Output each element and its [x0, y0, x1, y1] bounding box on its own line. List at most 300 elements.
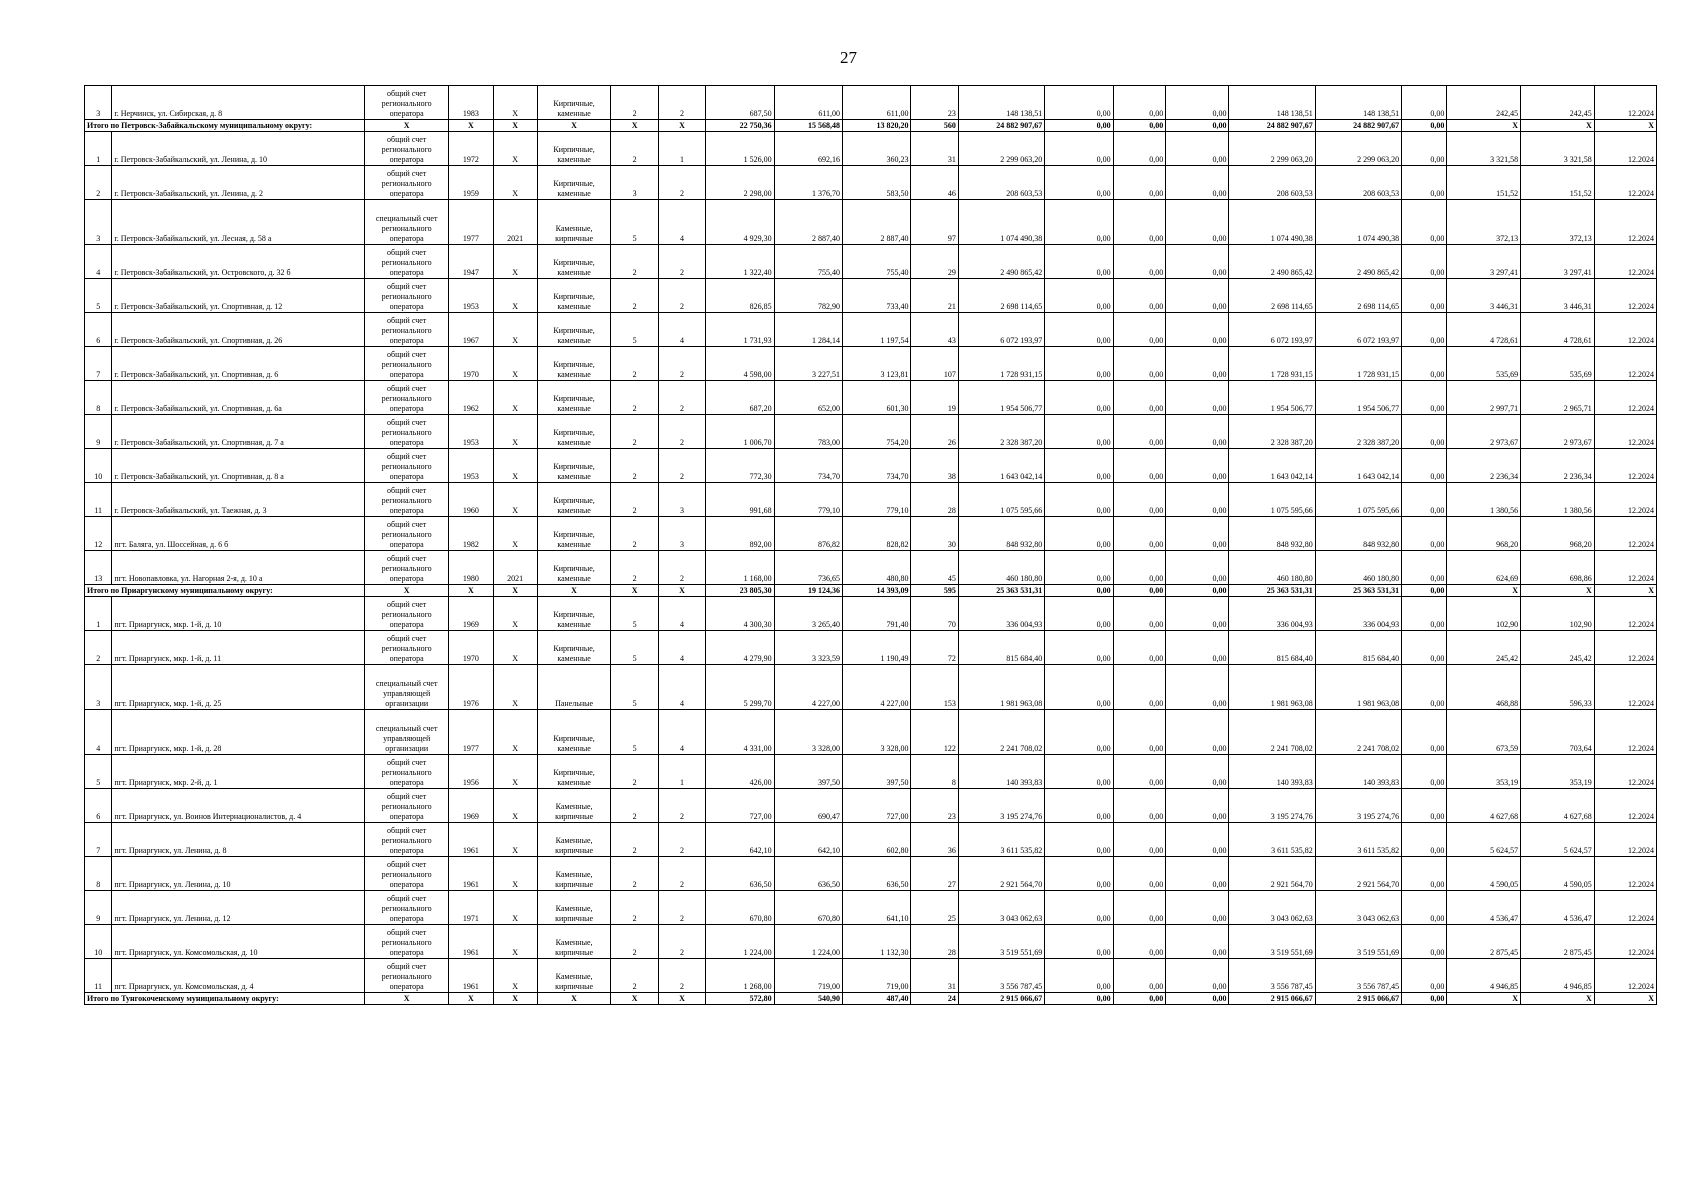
entrances-count: 4	[658, 313, 705, 347]
cost-estimate: 848 932,80	[1315, 517, 1401, 551]
total-cost: 2 299 063,20	[958, 132, 1044, 166]
fund-account-type: специальный счет регионального оператора	[365, 200, 449, 245]
federal-funds: 0,00	[1045, 483, 1113, 517]
wall-material: Кирпичные, каменные	[537, 313, 611, 347]
district-total-label: Итого по Приаргунскому муниципальному округу:	[85, 585, 365, 597]
total-cost: 3 043 062,63	[958, 891, 1044, 925]
house-address: пгт. Приаргунск, ул. Комсомольская, д. 4	[112, 959, 365, 993]
other-funds: 0,00	[1402, 132, 1447, 166]
owners-funds: 815 684,40	[1229, 631, 1315, 665]
regional-funds: 0,00	[1113, 665, 1166, 710]
fund-account-type: общий счет регионального оператора	[365, 551, 449, 585]
total-area: 4 300,30	[706, 597, 774, 631]
other-funds: 0,00	[1402, 120, 1447, 132]
federal-funds: 0,00	[1045, 347, 1113, 381]
unit-cost: 2 997,71	[1447, 381, 1521, 415]
owners-funds: 2 328 387,20	[1229, 415, 1315, 449]
row-number: 5	[85, 755, 112, 789]
fund-account-type: общий счет регионального оператора	[365, 245, 449, 279]
total-area: 426,00	[706, 755, 774, 789]
wall-material: Каменные, кирпичные	[537, 823, 611, 857]
residential-area: 2 887,40	[774, 200, 842, 245]
federal-funds: 0,00	[1045, 789, 1113, 823]
max-unit-cost: 703,64	[1521, 710, 1595, 755]
regional-funds: 0,00	[1113, 347, 1166, 381]
wall-material: Каменные, кирпичные	[537, 959, 611, 993]
residents-count: 8	[911, 755, 958, 789]
owners-area: 397,50	[843, 755, 911, 789]
federal-funds: 0,00	[1045, 381, 1113, 415]
cost-estimate: 1 728 931,15	[1315, 347, 1401, 381]
floors-count: 2	[611, 279, 658, 313]
residents-count: 23	[911, 789, 958, 823]
fund-account-type: общий счет регионального оператора	[365, 597, 449, 631]
residential-area: 3 328,00	[774, 710, 842, 755]
regional-funds: 0,00	[1113, 313, 1166, 347]
house-address: г. Петровск-Забайкальский, ул. Спортивная, д. 12	[112, 279, 365, 313]
other-funds: 0,00	[1402, 710, 1447, 755]
house-address: пгт. Приаргунск, ул. Ленина, д. 12	[112, 891, 365, 925]
residents-count: 24	[911, 993, 958, 1005]
unit-cost: 353,19	[1447, 755, 1521, 789]
residents-count: 36	[911, 823, 958, 857]
house-address: г. Петровск-Забайкальский, ул. Спортивная, д. 26	[112, 313, 365, 347]
last-repair-year: X	[493, 755, 537, 789]
max-unit-cost: 151,52	[1521, 166, 1595, 200]
fund-account-type: общий счет регионального оператора	[365, 891, 449, 925]
local-funds: 0,00	[1166, 347, 1229, 381]
total-cost: 6 072 193,97	[958, 313, 1044, 347]
federal-funds: 0,00	[1045, 755, 1113, 789]
cost-estimate: 1 981 963,08	[1315, 665, 1401, 710]
wall-material: Кирпичные, каменные	[537, 347, 611, 381]
regional-funds: 0,00	[1113, 551, 1166, 585]
commissioning-year: 1982	[449, 517, 493, 551]
last-repair-year: X	[493, 857, 537, 891]
max-unit-cost: X	[1521, 585, 1595, 597]
fund-account-type: специальный счет управляющей организации	[365, 710, 449, 755]
table-row	[85, 597, 1657, 631]
district-total-label: Итого по Тунгокоченскому муниципальному округу:	[85, 993, 365, 1005]
completion-date: X	[1594, 993, 1656, 1005]
row-number: 6	[85, 789, 112, 823]
completion-date: X	[1594, 120, 1656, 132]
cost-estimate: 3 043 062,63	[1315, 891, 1401, 925]
table-row	[85, 823, 1657, 857]
total-area: 572,80	[706, 993, 774, 1005]
max-unit-cost: 3 446,31	[1521, 279, 1595, 313]
house-address: пгт. Приаргунск, мкр. 1-й, д. 11	[112, 631, 365, 665]
entrances-count: 2	[658, 857, 705, 891]
table-row	[85, 925, 1657, 959]
max-unit-cost: X	[1521, 120, 1595, 132]
commissioning-year: X	[449, 120, 493, 132]
federal-funds: 0,00	[1045, 200, 1113, 245]
completion-date: 12.2024	[1594, 200, 1656, 245]
wall-material: Кирпичные, каменные	[537, 279, 611, 313]
house-address: пгт. Приаргунск, ул. Ленина, д. 8	[112, 823, 365, 857]
district-total-row	[85, 993, 1657, 1005]
house-address: пгт. Приаргунск, ул. Воинов Интернационалистов, д. 4	[112, 789, 365, 823]
last-repair-year: X	[493, 245, 537, 279]
last-repair-year: X	[493, 959, 537, 993]
residential-area: 876,82	[774, 517, 842, 551]
owners-funds: 148 138,51	[1229, 86, 1315, 120]
residents-count: 31	[911, 959, 958, 993]
unit-cost: 245,42	[1447, 631, 1521, 665]
completion-date: 12.2024	[1594, 959, 1656, 993]
local-funds: 0,00	[1166, 313, 1229, 347]
cost-estimate: 140 393,83	[1315, 755, 1401, 789]
commissioning-year: 1977	[449, 200, 493, 245]
unit-cost: 468,88	[1447, 665, 1521, 710]
house-address: г. Петровск-Забайкальский, ул. Таежная, д. 3	[112, 483, 365, 517]
owners-funds: 2 490 865,42	[1229, 245, 1315, 279]
completion-date: 12.2024	[1594, 551, 1656, 585]
cost-estimate: 2 921 564,70	[1315, 857, 1401, 891]
floors-count: X	[611, 585, 658, 597]
cost-estimate: 815 684,40	[1315, 631, 1401, 665]
completion-date: 12.2024	[1594, 449, 1656, 483]
floors-count: 2	[611, 891, 658, 925]
owners-area: 641,10	[843, 891, 911, 925]
local-funds: 0,00	[1166, 665, 1229, 710]
total-area: 892,00	[706, 517, 774, 551]
federal-funds: 0,00	[1045, 665, 1113, 710]
owners-funds: 25 363 531,31	[1229, 585, 1315, 597]
unit-cost: 4 590,05	[1447, 857, 1521, 891]
completion-date: 12.2024	[1594, 891, 1656, 925]
fund-account-type: общий счет регионального оператора	[365, 755, 449, 789]
completion-date: 12.2024	[1594, 347, 1656, 381]
floors-count: 2	[611, 347, 658, 381]
max-unit-cost: 4 728,61	[1521, 313, 1595, 347]
residential-area: 734,70	[774, 449, 842, 483]
last-repair-year: X	[493, 789, 537, 823]
row-number: 3	[85, 86, 112, 120]
other-funds: 0,00	[1402, 347, 1447, 381]
commissioning-year: 1960	[449, 483, 493, 517]
residents-count: 72	[911, 631, 958, 665]
federal-funds: 0,00	[1045, 823, 1113, 857]
residents-count: 46	[911, 166, 958, 200]
wall-material: Кирпичные, каменные	[537, 551, 611, 585]
local-funds: 0,00	[1166, 517, 1229, 551]
unit-cost: 4 627,68	[1447, 789, 1521, 823]
fund-account-type: общий счет регионального оператора	[365, 449, 449, 483]
row-number: 1	[85, 132, 112, 166]
owners-funds: 848 932,80	[1229, 517, 1315, 551]
table-body	[85, 86, 1657, 1005]
house-address: г. Петровск-Забайкальский, ул. Ленина, д. 2	[112, 166, 365, 200]
completion-date: 12.2024	[1594, 857, 1656, 891]
local-funds: 0,00	[1166, 823, 1229, 857]
completion-date: 12.2024	[1594, 279, 1656, 313]
other-funds: 0,00	[1402, 891, 1447, 925]
residents-count: 45	[911, 551, 958, 585]
fund-account-type: общий счет регионального оператора	[365, 166, 449, 200]
local-funds: 0,00	[1166, 245, 1229, 279]
floors-count: 2	[611, 789, 658, 823]
local-funds: 0,00	[1166, 959, 1229, 993]
fund-account-type: общий счет регионального оператора	[365, 631, 449, 665]
local-funds: 0,00	[1166, 381, 1229, 415]
cost-estimate: 1 643 042,14	[1315, 449, 1401, 483]
row-number: 8	[85, 381, 112, 415]
unit-cost: 968,20	[1447, 517, 1521, 551]
row-number: 9	[85, 415, 112, 449]
last-repair-year: X	[493, 279, 537, 313]
entrances-count: 4	[658, 665, 705, 710]
owners-area: 719,00	[843, 959, 911, 993]
last-repair-year: X	[493, 925, 537, 959]
regional-funds: 0,00	[1113, 631, 1166, 665]
regional-funds: 0,00	[1113, 120, 1166, 132]
last-repair-year: 2021	[493, 551, 537, 585]
total-area: 1 526,00	[706, 132, 774, 166]
unit-cost: 4 946,85	[1447, 959, 1521, 993]
local-funds: 0,00	[1166, 597, 1229, 631]
completion-date: 12.2024	[1594, 415, 1656, 449]
other-funds: 0,00	[1402, 597, 1447, 631]
federal-funds: 0,00	[1045, 597, 1113, 631]
residents-count: 30	[911, 517, 958, 551]
owners-funds: 24 882 907,67	[1229, 120, 1315, 132]
table-row	[85, 200, 1657, 245]
max-unit-cost: 2 973,67	[1521, 415, 1595, 449]
residential-area: 692,16	[774, 132, 842, 166]
owners-area: 1 197,54	[843, 313, 911, 347]
max-unit-cost: 968,20	[1521, 517, 1595, 551]
residential-area: 783,00	[774, 415, 842, 449]
residential-area: 3 227,51	[774, 347, 842, 381]
federal-funds: 0,00	[1045, 313, 1113, 347]
regional-funds: 0,00	[1113, 245, 1166, 279]
cost-estimate: 2 241 708,02	[1315, 710, 1401, 755]
total-area: 772,30	[706, 449, 774, 483]
total-cost: 140 393,83	[958, 755, 1044, 789]
entrances-count: 4	[658, 631, 705, 665]
total-area: 826,85	[706, 279, 774, 313]
max-unit-cost: 596,33	[1521, 665, 1595, 710]
total-area: 1 224,00	[706, 925, 774, 959]
other-funds: 0,00	[1402, 551, 1447, 585]
unit-cost: 102,90	[1447, 597, 1521, 631]
owners-area: 13 820,20	[843, 120, 911, 132]
commissioning-year: 1953	[449, 415, 493, 449]
max-unit-cost: X	[1521, 993, 1595, 1005]
total-area: 5 299,70	[706, 665, 774, 710]
fund-account-type: общий счет регионального оператора	[365, 132, 449, 166]
residential-area: 1 224,00	[774, 925, 842, 959]
other-funds: 0,00	[1402, 857, 1447, 891]
entrances-count: 2	[658, 245, 705, 279]
row-number: 7	[85, 823, 112, 857]
floors-count: 2	[611, 857, 658, 891]
total-area: 4 598,00	[706, 347, 774, 381]
owners-area: 2 887,40	[843, 200, 911, 245]
max-unit-cost: 245,42	[1521, 631, 1595, 665]
completion-date: 12.2024	[1594, 381, 1656, 415]
commissioning-year: 1953	[449, 449, 493, 483]
owners-area: 828,82	[843, 517, 911, 551]
house-address: г. Петровск-Забайкальский, ул. Островского, д. 32 б	[112, 245, 365, 279]
residents-count: 43	[911, 313, 958, 347]
wall-material: X	[537, 120, 611, 132]
regional-funds: 0,00	[1113, 86, 1166, 120]
entrances-count: 3	[658, 517, 705, 551]
federal-funds: 0,00	[1045, 120, 1113, 132]
residential-area: 636,50	[774, 857, 842, 891]
federal-funds: 0,00	[1045, 132, 1113, 166]
local-funds: 0,00	[1166, 891, 1229, 925]
wall-material: Кирпичные, каменные	[537, 755, 611, 789]
unit-cost: 2 875,45	[1447, 925, 1521, 959]
total-cost: 1 728 931,15	[958, 347, 1044, 381]
cost-estimate: 24 882 907,67	[1315, 120, 1401, 132]
last-repair-year: 2021	[493, 200, 537, 245]
floors-count: 5	[611, 710, 658, 755]
owners-funds: 3 611 535,82	[1229, 823, 1315, 857]
last-repair-year: X	[493, 710, 537, 755]
house-address: г. Петровск-Забайкальский, ул. Спортивная, д. 7 а	[112, 415, 365, 449]
local-funds: 0,00	[1166, 993, 1229, 1005]
house-address: г. Нерчинск, ул. Сибирская, д. 8	[112, 86, 365, 120]
regional-funds: 0,00	[1113, 132, 1166, 166]
row-number: 13	[85, 551, 112, 585]
row-number: 2	[85, 631, 112, 665]
house-address: пгт. Приаргунск, ул. Ленина, д. 10	[112, 857, 365, 891]
wall-material: Кирпичные, каменные	[537, 517, 611, 551]
wall-material: X	[537, 993, 611, 1005]
cost-estimate: 2 490 865,42	[1315, 245, 1401, 279]
max-unit-cost: 4 536,47	[1521, 891, 1595, 925]
table-row	[85, 313, 1657, 347]
total-cost: 25 363 531,31	[958, 585, 1044, 597]
row-number: 1	[85, 597, 112, 631]
commissioning-year: 1972	[449, 132, 493, 166]
total-area: 636,50	[706, 857, 774, 891]
table-row	[85, 415, 1657, 449]
total-area: 642,10	[706, 823, 774, 857]
other-funds: 0,00	[1402, 166, 1447, 200]
max-unit-cost: 1 380,56	[1521, 483, 1595, 517]
local-funds: 0,00	[1166, 631, 1229, 665]
fund-account-type: общий счет регионального оператора	[365, 857, 449, 891]
residents-count: 70	[911, 597, 958, 631]
unit-cost: 3 446,31	[1447, 279, 1521, 313]
floors-count: 2	[611, 517, 658, 551]
residents-count: 97	[911, 200, 958, 245]
row-number: 12	[85, 517, 112, 551]
floors-count: X	[611, 993, 658, 1005]
owners-funds: 2 915 066,67	[1229, 993, 1315, 1005]
entrances-count: 2	[658, 925, 705, 959]
owners-funds: 6 072 193,97	[1229, 313, 1315, 347]
floors-count: 5	[611, 597, 658, 631]
completion-date: 12.2024	[1594, 631, 1656, 665]
table-row	[85, 279, 1657, 313]
owners-funds: 2 299 063,20	[1229, 132, 1315, 166]
residential-area: 782,90	[774, 279, 842, 313]
local-funds: 0,00	[1166, 200, 1229, 245]
floors-count: 2	[611, 823, 658, 857]
residential-area: 3 323,59	[774, 631, 842, 665]
unit-cost: 1 380,56	[1447, 483, 1521, 517]
total-area: 22 750,36	[706, 120, 774, 132]
local-funds: 0,00	[1166, 483, 1229, 517]
residential-area: 690,47	[774, 789, 842, 823]
row-number: 10	[85, 449, 112, 483]
local-funds: 0,00	[1166, 789, 1229, 823]
residential-area: 540,90	[774, 993, 842, 1005]
residents-count: 19	[911, 381, 958, 415]
floors-count: 2	[611, 959, 658, 993]
fund-account-type: общий счет регионального оператора	[365, 381, 449, 415]
completion-date: 12.2024	[1594, 710, 1656, 755]
unit-cost: 624,69	[1447, 551, 1521, 585]
residential-area: 642,10	[774, 823, 842, 857]
max-unit-cost: 353,19	[1521, 755, 1595, 789]
max-unit-cost: 4 946,85	[1521, 959, 1595, 993]
other-funds: 0,00	[1402, 415, 1447, 449]
last-repair-year: X	[493, 483, 537, 517]
cost-estimate: 1 075 595,66	[1315, 483, 1401, 517]
residents-count: 27	[911, 857, 958, 891]
entrances-count: X	[658, 585, 705, 597]
table-row	[85, 449, 1657, 483]
table-row	[85, 710, 1657, 755]
residents-count: 28	[911, 483, 958, 517]
commissioning-year: 1967	[449, 313, 493, 347]
total-area: 4 331,00	[706, 710, 774, 755]
completion-date: X	[1594, 585, 1656, 597]
other-funds: 0,00	[1402, 381, 1447, 415]
floors-count: X	[611, 120, 658, 132]
total-area: 23 805,30	[706, 585, 774, 597]
row-number: 5	[85, 279, 112, 313]
regional-funds: 0,00	[1113, 517, 1166, 551]
last-repair-year: X	[493, 891, 537, 925]
total-cost: 1 954 506,77	[958, 381, 1044, 415]
owners-area: 1 132,30	[843, 925, 911, 959]
other-funds: 0,00	[1402, 993, 1447, 1005]
row-number: 3	[85, 200, 112, 245]
owners-area: 733,40	[843, 279, 911, 313]
row-number: 10	[85, 925, 112, 959]
unit-cost: 151,52	[1447, 166, 1521, 200]
table-row	[85, 891, 1657, 925]
floors-count: 2	[611, 483, 658, 517]
federal-funds: 0,00	[1045, 631, 1113, 665]
federal-funds: 0,00	[1045, 585, 1113, 597]
residents-count: 122	[911, 710, 958, 755]
local-funds: 0,00	[1166, 585, 1229, 597]
entrances-count: 1	[658, 755, 705, 789]
entrances-count: 3	[658, 483, 705, 517]
unit-cost: 2 973,67	[1447, 415, 1521, 449]
regional-funds: 0,00	[1113, 415, 1166, 449]
cost-estimate: 2 299 063,20	[1315, 132, 1401, 166]
fund-account-type: общий счет регионального оператора	[365, 347, 449, 381]
total-cost: 148 138,51	[958, 86, 1044, 120]
owners-funds: 140 393,83	[1229, 755, 1315, 789]
commissioning-year: 1970	[449, 347, 493, 381]
row-number: 8	[85, 857, 112, 891]
table-row	[85, 789, 1657, 823]
max-unit-cost: 4 590,05	[1521, 857, 1595, 891]
entrances-count: 2	[658, 823, 705, 857]
